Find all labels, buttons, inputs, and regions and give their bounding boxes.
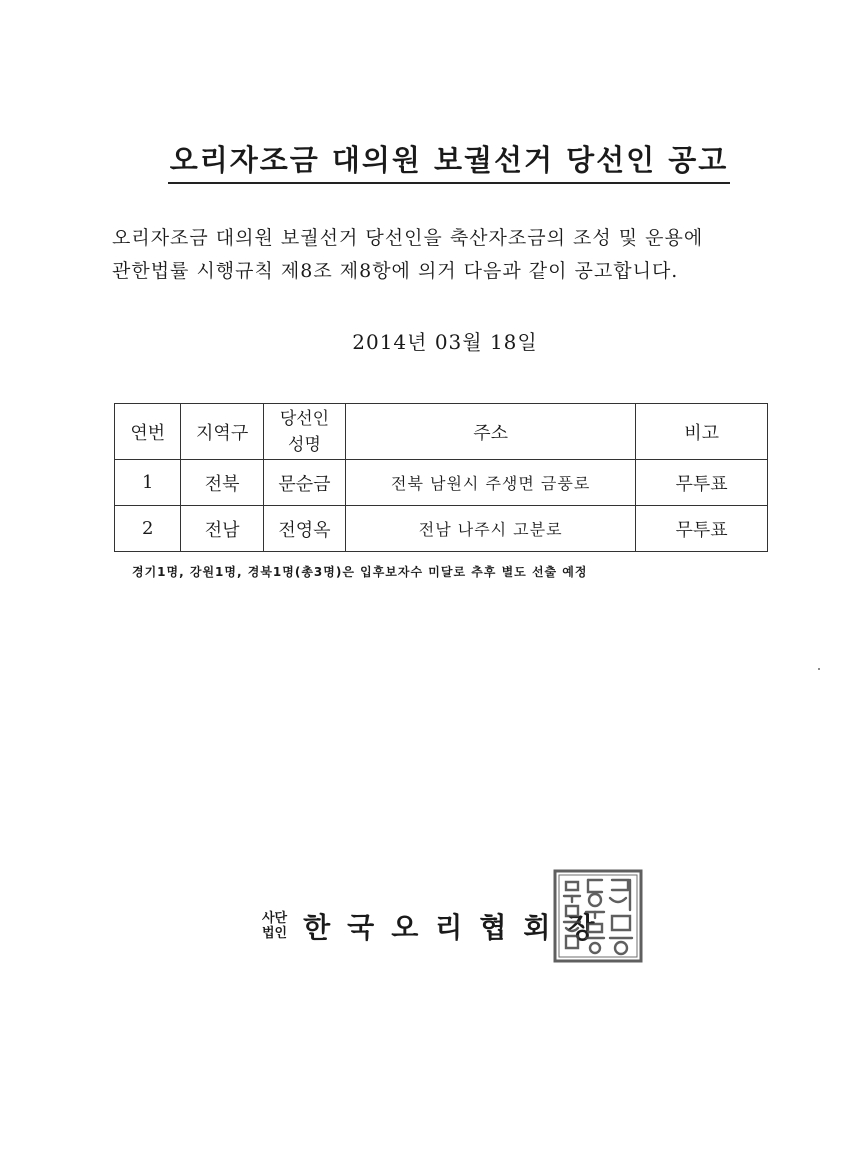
- org-type-line-2: 법인: [262, 926, 288, 941]
- cell-note: 무투표: [636, 460, 768, 506]
- header-region: 지역구: [181, 404, 263, 460]
- notice-date: 2014년 03월 18일: [352, 330, 538, 354]
- cell-no: 2: [115, 506, 181, 552]
- cell-region: 전남: [181, 506, 263, 552]
- scan-speck: [818, 668, 820, 670]
- cell-no: 1: [115, 460, 181, 506]
- header-name-line-1: 당선인: [279, 408, 330, 429]
- notice-body-line-1: 오리자조금 대의원 보궐선거 당선인을 축산자조금의 조성 및 운용에: [112, 227, 704, 249]
- notice-title: 오리자조금 대의원 보궐선거 당선인 공고: [168, 138, 730, 184]
- org-name: 한국오리협회장: [303, 911, 612, 944]
- cell-address: 전북 남원시 주생면 금풍로: [346, 460, 636, 506]
- header-note: 비고: [636, 404, 768, 460]
- header-name: [263, 404, 345, 460]
- footnote: 경기1명, 강원1명, 경북1명(총3명)은 입후보자수 미달로 추후 별도 선출 예정: [132, 565, 588, 579]
- cell-name: 문순금: [263, 460, 345, 506]
- header-address: 주소: [346, 404, 636, 460]
- notice-body-line-2: 관한법률 시행규칙 제8조 제8항에 의거 다음과 같이 공고합니다.: [112, 260, 679, 282]
- table-row: [115, 506, 768, 552]
- cell-name: 전영옥: [263, 506, 345, 552]
- cell-region: 전북: [181, 460, 263, 506]
- elected-candidates-table: [114, 403, 768, 552]
- official-seal-icon: [552, 868, 644, 964]
- cell-note: 무투표: [636, 506, 768, 552]
- header-no: 연번: [115, 404, 181, 460]
- org-type: [262, 911, 287, 941]
- table-row: [115, 460, 768, 506]
- header-name-line-2: 성명: [288, 434, 321, 455]
- cell-address: 전남 나주시 고분로: [346, 506, 636, 552]
- table-header-row: [115, 404, 768, 460]
- org-type-line-1: 사단: [262, 911, 288, 926]
